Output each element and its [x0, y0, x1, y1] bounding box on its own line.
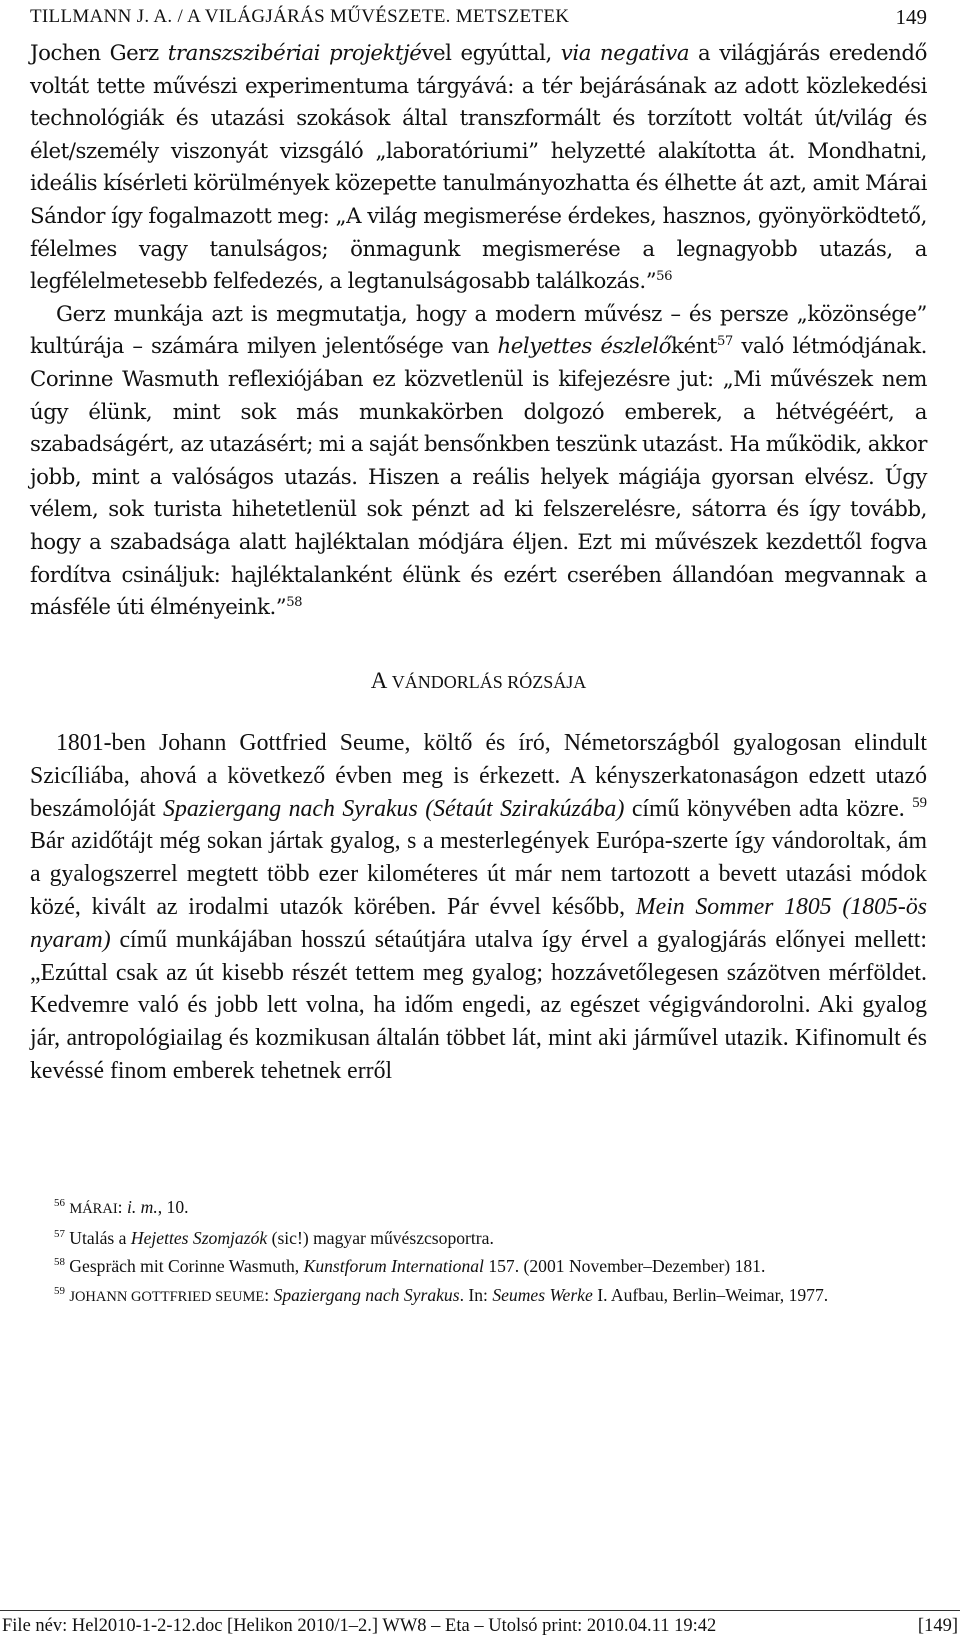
text-run: 1801-ben Johann Gottfried Seume, költő és író, Németországból gyalogosan elindult Szicíliába, ahová a következő évben meg is érkezett. A kényszerkatonaságon edzett utazó beszámolóját: [30, 730, 927, 822]
text-run: Bár azidőtájt még sokan jártak gyalog, s a mesterlegények Európa-szerte így vándoroltak, ám a gyalogszerrel megtett több ezer kilométeres út már nem tartozott a bevett utazási módok közé, kivált az irodalmi utazók körében. Pár évvel később,: [30, 828, 927, 920]
footnote-ref-58: 58: [286, 595, 303, 610]
body-text-bottom: [30, 727, 927, 1088]
text-run: Jochen Gerz: [30, 41, 168, 66]
text-run: Gespräch mit Corinne Wasmuth,: [64, 1256, 304, 1276]
text-run: vel egyúttal,: [421, 41, 561, 66]
text-run: a világjárás eredendő voltát tette művészi experimentuma tárgyává: a tér bejárásának az adott közlekedési technológiák és utazási szokások által transzformált és torzított voltát út/világ és élet/személy viszonyát vizsgáló „laboratóriumi” helyzetté alakította át. Mondhatni, ideális kísérleti körülmények közepette tanulmányozhatta és élhette át azt, amit Márai Sándor így fogalmazott meg: „A világ megismerése érdekes, hasznos, gyönyörködtető, félelmes vagy tanulságos; önmagunk megismerése a legnagyobb utazás, a legfélelmetesebb felfedezés, a legtanulságosabb találkozás.”: [30, 41, 927, 295]
text-run: (sic!) magyar művészcsoportra.: [267, 1227, 494, 1248]
text-run: című könyvében adta közre.: [624, 795, 905, 822]
text-run: Gerz munkája azt is megmutatja, hogy a modern művész – és persze „közönsége” kultúrája – számára milyen jelentősége van: [30, 301, 927, 360]
italic-run: i. m.: [126, 1197, 158, 1217]
text-run: , 10.: [157, 1197, 189, 1217]
text-run: I. Aufbau, Berlin–Weimar, 1977.: [592, 1284, 829, 1305]
author-smallcaps: MÁRAI: [69, 1201, 118, 1217]
footnote-number: 57: [54, 1227, 65, 1240]
text-run: ként: [670, 334, 717, 360]
footer-rule: [0, 1610, 960, 1611]
italic-run: Hejettes Szomjazók: [130, 1227, 268, 1248]
italic-run: via negativa: [560, 41, 690, 66]
footnote-58: [30, 1254, 927, 1280]
footnotes: [30, 1195, 927, 1313]
footnote-number: 58: [54, 1256, 65, 1269]
footnote-56: [30, 1195, 927, 1223]
author-smallcaps: JOHANN GOTTFRIED SEUME: [69, 1288, 265, 1305]
footnote-number: 59: [54, 1284, 65, 1297]
italic-run: Spaziergang nach Syrakus: [273, 1284, 460, 1305]
page-number: 149: [895, 5, 927, 29]
footnote-ref-57: 57: [716, 334, 733, 350]
footnote-59: [30, 1283, 927, 1311]
text-run: . In:: [459, 1284, 493, 1305]
italic-run: transzszibériai projektjé: [167, 41, 422, 66]
footer-file-info: File név: Hel2010-1-2-12.doc [Helikon 2010/1–2.] WW8 – Eta – Utolsó print: 2010.04.11 19:42: [2, 1616, 717, 1636]
heading-initial: A: [370, 668, 387, 693]
running-title: TILLMANN J. A. / A VILÁGJÁRÁS MŰVÉSZETE. METSZETEK: [30, 6, 570, 27]
paragraph-gerz-work: [30, 299, 927, 625]
text-run: című munkájában hosszú sétaútjára utalva így érvel a gyalogjárás előnyei mellett: „Ezúttal csak az út kisebb részét tettem meg gyalog; hozzávetőlegesen százötven mérföldet. Kedvemre való és jobb lett volna, ha időm engedi, az egészet végigvándorolni. Aki gyalog jár, antropológiailag és kozmikusan általán többet lát, mint aki járművel utazik. Kifinomult és kevéssé finom emberek tehetnek erről: [30, 926, 927, 1084]
text-run: :: [264, 1284, 274, 1305]
italic-run: helyettes észlelő: [497, 334, 671, 360]
footer-page-number: [149]: [917, 1616, 958, 1636]
footnote-ref-59: 59: [912, 794, 927, 811]
text-run: :: [117, 1197, 127, 1217]
heading-smallcaps: VÁNDORLÁS RÓZSÁJA: [391, 672, 587, 692]
body-text-top: [30, 38, 927, 625]
paragraph-seume: [30, 727, 927, 1088]
text-run: 157. (2001 November–Dezember) 181.: [483, 1256, 766, 1276]
paragraph-gerz-project: [30, 38, 927, 299]
footer: [0, 1613, 958, 1639]
running-head: [30, 4, 927, 30]
italic-run: Spaziergang nach Syrakus (Sétaút Szirakúzába): [163, 795, 625, 822]
italic-run: Mein Sommer 1805 (1805-ös nyaram): [30, 893, 927, 953]
footnote-ref-56: 56: [656, 269, 673, 285]
text-run: való létmódjának. Corinne Wasmuth reflexiójában ez közvetlenül is kifejezésre jut: „Mi művészek nem úgy élünk, mint sok más munkakörben dolgozó emberek, a hétvégéért, a szabadságért, az utazásért; mi a saját bensőnkben teszünk utazást. Ha működik, akkor jobb, mint a valóságos utazás. Hiszen a reális helyek mágiája gyorsan elvész. Úgy vélem, sok turista hihetetlenül sok pénzt ad ki felszerelésre, sátorra és így tovább, hogy a szabadsága alatt hajléktalan módjára éljen. Ezt mi művészek kezdettől fogva fordítva csináljuk: hajléktalanként élünk és ezért cserében állandóan megvannak a másféle úti élményeink.”: [30, 334, 927, 621]
italic-run: Kunstforum International: [303, 1256, 484, 1276]
text-run: Utalás a: [64, 1227, 131, 1248]
section-heading: [30, 666, 927, 697]
italic-run: Seumes Werke: [492, 1284, 593, 1305]
footnote-number: 56: [54, 1197, 65, 1210]
footnote-57: [30, 1226, 927, 1252]
